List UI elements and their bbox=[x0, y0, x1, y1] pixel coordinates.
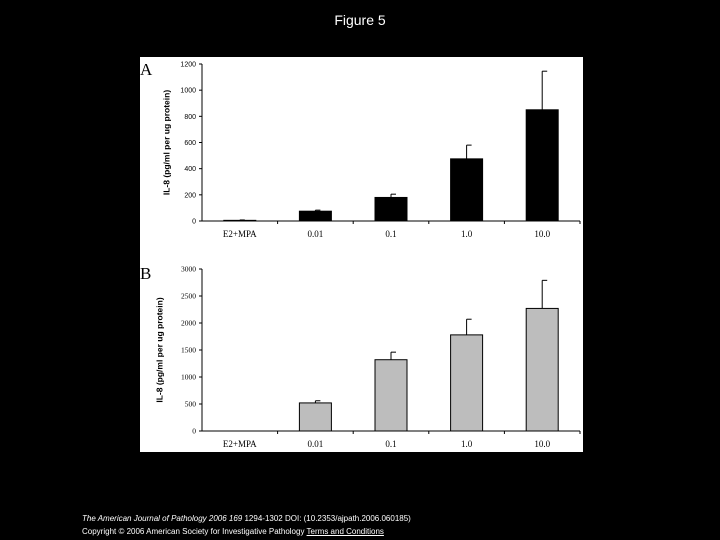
citation-doi: 1294-1302 DOI: (10.2353/ajpath.2006.060185) bbox=[244, 514, 411, 523]
panel-a-y-tick-label: 200 bbox=[184, 192, 196, 200]
citation-line bbox=[82, 514, 411, 523]
panel-a-category-label: 0.01 bbox=[307, 229, 324, 239]
terms-link[interactable]: Terms and Conditions bbox=[306, 527, 384, 536]
panel-b-y-tick-label: 500 bbox=[184, 399, 196, 409]
panel-b-y-tick-label: 1500 bbox=[181, 345, 196, 355]
panel-b-bar bbox=[526, 308, 558, 431]
panel-b-y-axis-label: IL-8 (pg/ml per ug protein) bbox=[154, 297, 165, 403]
panel-b-label: B bbox=[140, 264, 152, 283]
panel-a-y-tick-label: 800 bbox=[184, 113, 196, 121]
panel-a-bar bbox=[526, 110, 558, 221]
panel-b-category-label: 0.01 bbox=[307, 439, 324, 449]
panel-b-y-tick-label: 3000 bbox=[181, 264, 196, 274]
copyright-text: Copyright © 2006 American Society for Investigative Pathology bbox=[82, 527, 305, 536]
panel-a-y-axis-label: IL-8 (pg/ml per ug protein) bbox=[161, 89, 172, 196]
copyright-line bbox=[82, 527, 384, 536]
panel-a-bar bbox=[451, 159, 483, 221]
panel-a-y-tick-label: 600 bbox=[184, 140, 196, 147]
panel-a-y-tick-label: 0 bbox=[192, 218, 196, 226]
panel-a-y-tick-label: 400 bbox=[184, 166, 196, 174]
panel-b-y-tick-label: 2000 bbox=[181, 318, 196, 328]
panel-a-category-label: 10.0 bbox=[534, 229, 551, 239]
panel-b-bar bbox=[299, 403, 331, 431]
panel-b-y-tick-label: 2500 bbox=[181, 291, 196, 301]
panel-a-category-label: 1.0 bbox=[460, 229, 473, 239]
journal-name: The American Journal of Pathology 2006 169 bbox=[82, 514, 243, 523]
figure-chart-svg bbox=[140, 57, 583, 452]
panel-b-category-label: 10.0 bbox=[534, 439, 551, 449]
panel-a-y-tick-label: 1000 bbox=[180, 87, 196, 95]
slide-title: Figure 5 bbox=[334, 12, 386, 28]
panel-a-bar bbox=[375, 197, 407, 221]
panel-a-label: A bbox=[140, 60, 153, 79]
panel-b-category-label: 1.0 bbox=[460, 439, 473, 449]
panel-a-y-tick-label: 1200 bbox=[180, 61, 196, 69]
figure-panel bbox=[140, 57, 583, 452]
panel-a-bar bbox=[299, 211, 331, 221]
panel-a-category-label: E2+MPA bbox=[222, 229, 257, 239]
panel-b-bar bbox=[451, 335, 483, 431]
panel-b-category-label: 0.1 bbox=[385, 439, 397, 449]
panel-b-category-label: E2+MPA bbox=[222, 439, 257, 449]
panel-b-y-tick-label: 0 bbox=[192, 426, 196, 436]
panel-b-bar bbox=[375, 360, 407, 431]
panel-a-category-label: 0.1 bbox=[385, 229, 397, 239]
panel-b-y-tick-label: 1000 bbox=[181, 372, 196, 382]
